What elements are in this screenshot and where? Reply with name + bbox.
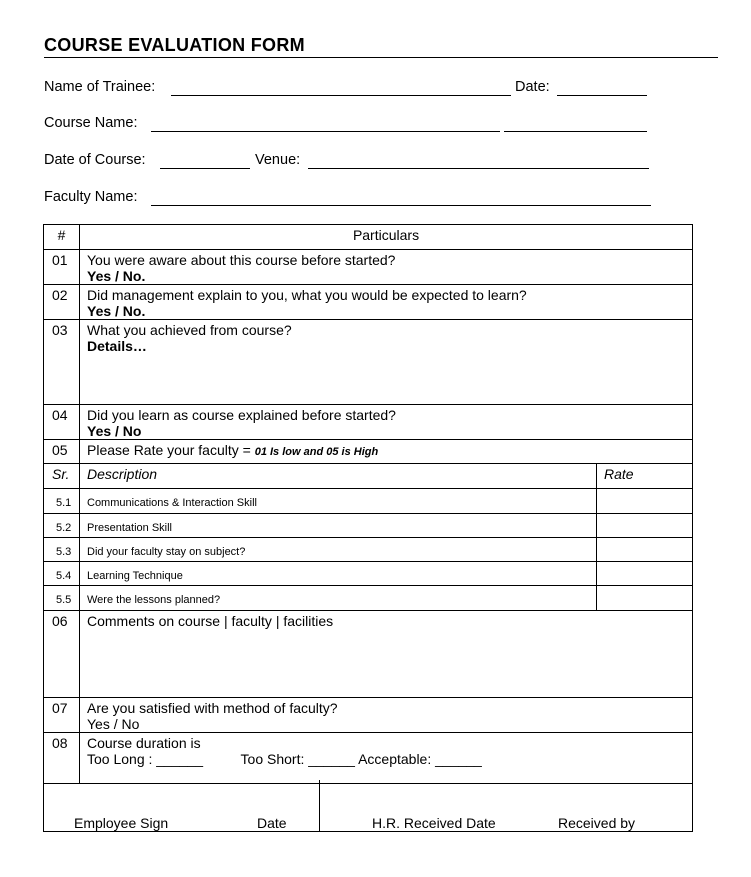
question-text: Are you satisfied with method of faculty? xyxy=(87,700,338,716)
trainee-name-label: Name of Trainee: xyxy=(44,79,156,95)
rating-sr: 5.5 xyxy=(44,586,80,611)
rating-header-sr: Sr. xyxy=(44,464,80,489)
question-row-05 xyxy=(44,440,693,464)
answer-option: Yes / No. xyxy=(87,303,146,319)
question-number: 02 xyxy=(44,285,80,320)
question-text: Course duration is xyxy=(87,735,201,751)
question-number: 06 xyxy=(44,611,80,698)
faculty-name-label: Faculty Name: xyxy=(44,189,138,205)
hr-received-date-label: H.R. Received Date xyxy=(372,815,496,831)
question-text: Did management explain to you, what you would be expected to learn? xyxy=(87,287,527,303)
column-header-number: # xyxy=(44,225,80,250)
trainee-name-field[interactable] xyxy=(171,95,511,96)
question-cell[interactable] xyxy=(80,320,693,405)
venue-label: Venue: xyxy=(255,152,301,168)
table-header-row xyxy=(44,225,693,250)
rating-sr: 5.4 xyxy=(44,562,80,586)
rating-row xyxy=(44,586,693,611)
sign-date-label: Date xyxy=(257,815,287,831)
rating-description: Were the lessons planned? xyxy=(80,586,597,611)
question-text: Please Rate your faculty = xyxy=(87,442,251,458)
date-of-course-label: Date of Course: xyxy=(44,152,146,168)
rating-row xyxy=(44,489,693,514)
duration-too-long[interactable]: Too Long : ______ xyxy=(87,751,203,767)
answer-prompt: Details… xyxy=(87,338,147,354)
form-title: COURSE EVALUATION FORM xyxy=(44,35,305,55)
question-number: 08 xyxy=(44,733,80,784)
rating-scale-note: 01 Is low and 05 is High xyxy=(254,446,379,458)
rating-input-cell[interactable] xyxy=(597,514,693,538)
question-row-03 xyxy=(44,320,693,405)
column-header-particulars: Particulars xyxy=(80,225,693,250)
rating-sr: 5.3 xyxy=(44,538,80,562)
question-number: 07 xyxy=(44,698,80,733)
employee-sign-label: Employee Sign xyxy=(74,815,169,831)
course-name-label: Course Name: xyxy=(44,115,138,131)
course-name-field[interactable] xyxy=(151,131,500,132)
answer-option: Yes / No xyxy=(87,423,142,439)
question-cell[interactable] xyxy=(80,250,693,285)
duration-too-short[interactable]: Too Short: ______ xyxy=(240,751,355,767)
title-divider xyxy=(44,57,718,58)
rating-input-cell[interactable] xyxy=(597,562,693,586)
rating-header-description: Description xyxy=(80,464,597,489)
rating-description: Did your faculty stay on subject? xyxy=(80,538,597,562)
received-by-label: Received by xyxy=(558,815,636,831)
date-field[interactable] xyxy=(557,95,647,96)
rating-sr: 5.2 xyxy=(44,514,80,538)
question-number: 04 xyxy=(44,405,80,440)
question-text: Comments on course | faculty | facilities xyxy=(87,613,334,629)
rating-header-row xyxy=(44,464,693,489)
question-text: What you achieved from course? xyxy=(87,322,292,338)
question-text: You were aware about this course before started? xyxy=(87,252,396,268)
rating-input-cell[interactable] xyxy=(597,538,693,562)
evaluation-table xyxy=(43,224,693,784)
course-name-extra-field[interactable] xyxy=(504,131,647,132)
rating-row xyxy=(44,514,693,538)
answer-option: Yes / No. xyxy=(87,268,146,284)
rating-header-rate: Rate xyxy=(597,464,693,489)
employee-sign-cell[interactable] xyxy=(44,780,320,832)
rating-input-cell[interactable] xyxy=(597,586,693,611)
venue-field[interactable] xyxy=(308,168,649,169)
rating-description: Learning Technique xyxy=(80,562,597,586)
faculty-name-field[interactable] xyxy=(151,205,651,206)
question-row-01 xyxy=(44,250,693,285)
rating-description: Communications & Interaction Skill xyxy=(80,489,597,514)
question-row-06 xyxy=(44,611,693,698)
question-number: 03 xyxy=(44,320,80,405)
comments-cell[interactable] xyxy=(80,611,693,698)
question-row-07 xyxy=(44,698,693,733)
question-number: 01 xyxy=(44,250,80,285)
question-row-08 xyxy=(44,733,693,784)
question-row-02 xyxy=(44,285,693,320)
signature-table xyxy=(43,780,693,832)
rating-input-cell[interactable] xyxy=(597,489,693,514)
rating-sr: 5.1 xyxy=(44,489,80,514)
question-cell[interactable] xyxy=(80,698,693,733)
date-of-course-field[interactable] xyxy=(160,168,250,169)
rating-row xyxy=(44,562,693,586)
question-row-04 xyxy=(44,405,693,440)
question-cell xyxy=(80,440,693,464)
question-text: Did you learn as course explained before started? xyxy=(87,407,396,423)
question-cell[interactable] xyxy=(80,285,693,320)
question-cell[interactable] xyxy=(80,733,693,784)
date-label: Date: xyxy=(515,79,550,95)
rating-description: Presentation Skill xyxy=(80,514,597,538)
duration-acceptable[interactable]: Acceptable: ______ xyxy=(358,751,482,767)
question-number: 05 xyxy=(44,440,80,464)
answer-option: Yes / No xyxy=(87,716,140,732)
hr-received-cell[interactable] xyxy=(320,780,693,832)
rating-row xyxy=(44,538,693,562)
question-cell[interactable] xyxy=(80,405,693,440)
